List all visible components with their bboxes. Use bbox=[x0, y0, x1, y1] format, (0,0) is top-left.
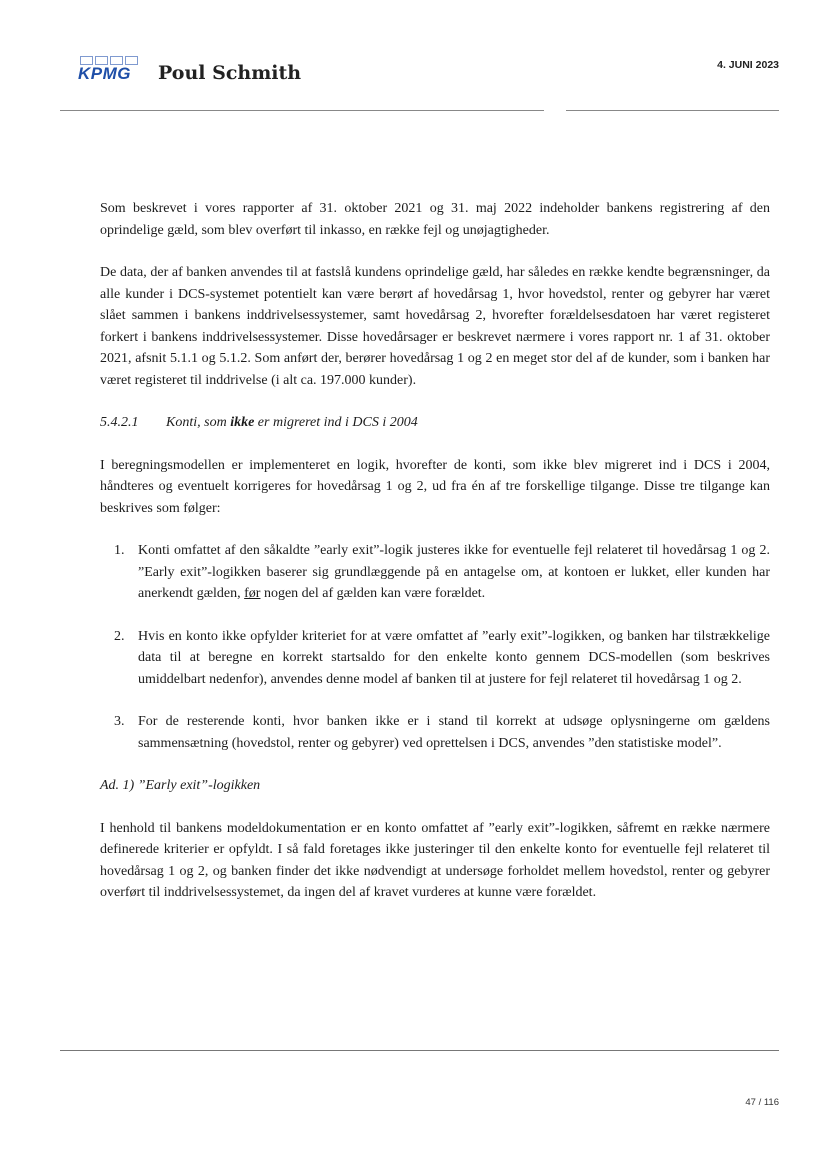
section-number: 5.4.2.1 bbox=[100, 415, 139, 430]
page-number: 47 / 116 bbox=[745, 1097, 779, 1108]
list-number: 3. bbox=[114, 714, 125, 729]
document-body bbox=[100, 198, 770, 925]
page-header bbox=[78, 50, 779, 110]
list-item bbox=[100, 540, 770, 605]
list-item-text: Konti omfattet af den såkaldte ”early exit”-logik justeres ikke for eventuelle fejl relateret til hovedårsag 1 og 2. ”Early exit”-logikken baserer sig grundlæggende på en antagelse om, at kontoen er lukket, eller kunden har anerkendt gælden, bbox=[138, 543, 770, 601]
list-item-text: Hvis en konto ikke opfylder kriteriet for at være omfattet af ”early exit”-logikken, og banken har tilstrækkelige data til at beregne en korrekt startsaldo for den enkelte konto gennem DCS-modellen (som beskrives umiddelbart nedenfor), anvendes denne model af banken til at justere for fejl relateret til hovedårsag 1 og 2. bbox=[138, 628, 770, 687]
approach-list bbox=[100, 540, 770, 754]
header-rule-right bbox=[566, 110, 779, 111]
paragraph-early-exit: I henhold til bankens modeldokumentation er en konto omfattet af ”early exit”-logikken, såfremt en række nærmere definerede kriterier er opfyldt. I så fald foretages ikke justeringer til den enkelte konto for eventuelle fejl relateret til hovedårsag 1 og 2, og banken finder det ikke nødvendigt at undersøge forholdet mellem hovedstol, renter og gebyrer overført til inddrivelsessystemet, da ingen del af kravet vurderes at kunne være forældet. bbox=[100, 820, 770, 900]
underlined-word: før bbox=[244, 586, 261, 601]
section-heading bbox=[100, 412, 770, 434]
section-title-pre: Konti, som bbox=[166, 415, 231, 430]
list-item-text: For de resterende konti, hvor banken ikke er i stand til korrekt at udsøge oplysningerne om gældens sammensætning (hovedstol, renter og gebyrer) ved oprettelsen i DCS, anvendes ”den statistiske model”. bbox=[138, 714, 770, 751]
list-number: 2. bbox=[114, 628, 125, 644]
subheading: Ad. 1) ”Early exit”-logikken bbox=[100, 778, 261, 793]
footer-rule bbox=[60, 1050, 779, 1051]
paragraph-model-logic: I beregningsmodellen er implementeret en logik, hvorefter de konti, som ikke blev migreret ind i DCS i 2004, håndteres og eventuelt korrigeres for hovedårsag 1 og 2, ud fra én af tre forskellige tilgange. Disse tre tilgange kan beskrives som følger: bbox=[100, 457, 770, 516]
paragraph-intro: Som beskrevet i vores rapporter af 31. oktober 2021 og 31. maj 2022 indeholder bankens registrering af den oprindelige gæld, som blev overført til inkasso, en række fejl og unøjagtigheder. bbox=[100, 201, 770, 238]
section-title-bold: ikke bbox=[230, 415, 255, 430]
list-item bbox=[100, 626, 770, 691]
list-item-text-end: nogen del af gælden kan være forældet. bbox=[260, 586, 486, 601]
list-item bbox=[100, 711, 770, 754]
kpmg-logo bbox=[78, 56, 140, 88]
document-date: 4. JUNI 2023 bbox=[717, 59, 779, 71]
header-rule-left bbox=[60, 110, 544, 111]
section-title-post: er migreret ind i DCS i 2004 bbox=[254, 415, 418, 430]
firm-name: Poul Schmith bbox=[158, 62, 302, 84]
logo-text: KPMG bbox=[78, 64, 131, 83]
list-number: 1. bbox=[114, 543, 125, 558]
paragraph-data-limitations: De data, der af banken anvendes til at fastslå kundens oprindelige gæld, har således en række kendte begrænsninger, da alle kunder i DCS-systemet potentielt kan være berørt af hovedårsag 1, hvor hovedstol, renter og gebyrer har været slået sammen i bankens inddrivelsessystemer, samt hovedårsag 2, hvorefter forældelsesdatoen har været registeret forkert i bankens inddrivelsessystemer. Disse hovedårsager er beskrevet nærmere i vores rapport nr. 1 af 31. oktober 2021, afsnit 5.1.1 og 5.1.2. Som anført der, berører hovedårsag 1 og 2 en meget stor del af de kunder, som i banken har været registeret til inddrivelse (i alt ca. 197.000 kunder). bbox=[100, 265, 770, 388]
